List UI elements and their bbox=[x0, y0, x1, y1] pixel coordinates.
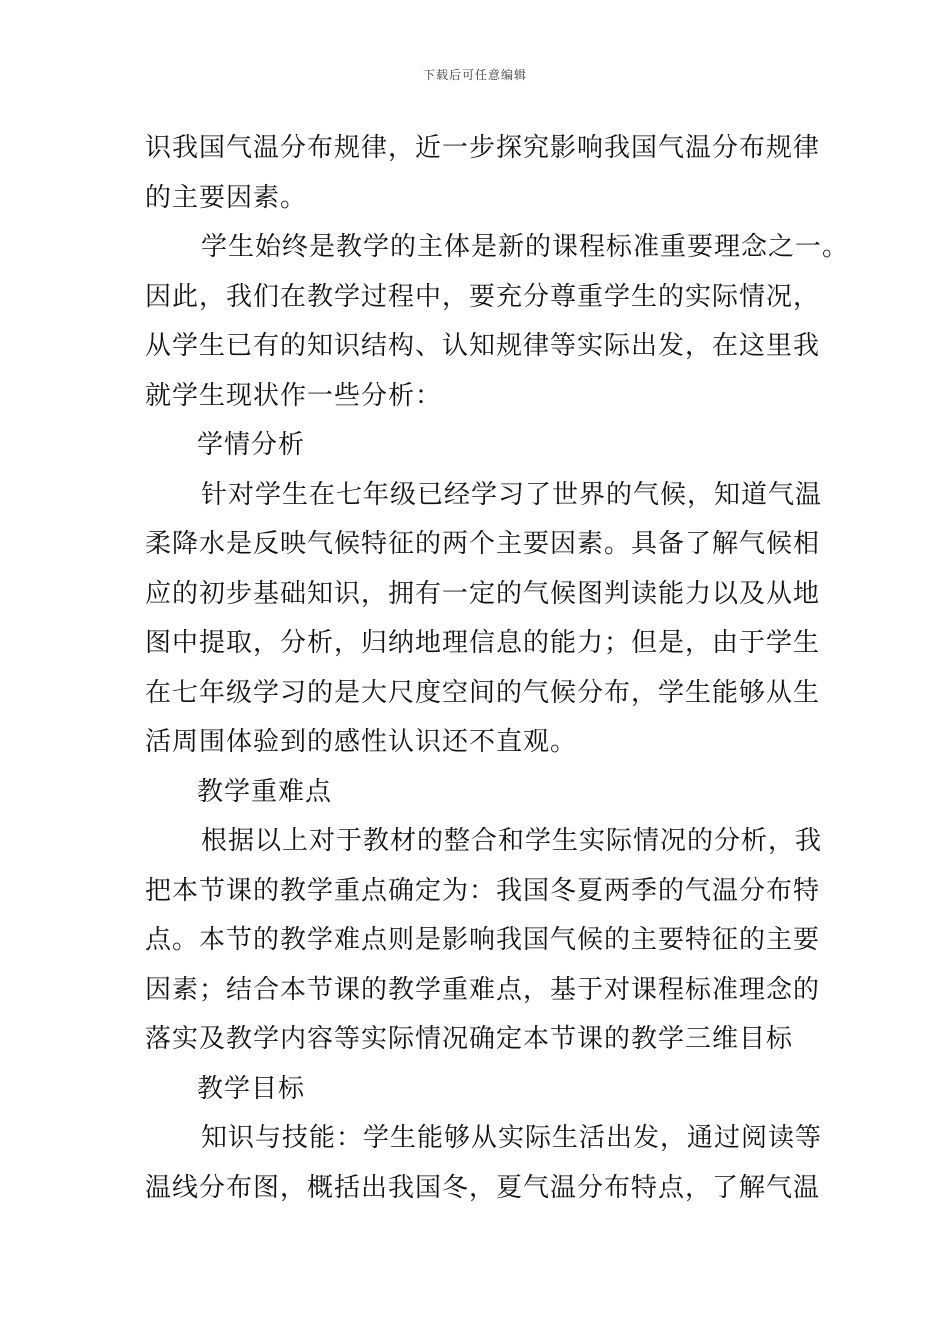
paragraph-start: 知识与技能：学生能够从实际生活出发，通过阅读等 bbox=[201, 1123, 823, 1153]
section-heading: 教学重难点 bbox=[197, 776, 333, 807]
text-line: 图中提取，分析，归纳地理信息的能力；但是，由于学生 bbox=[145, 628, 821, 658]
text-line: 的主要因素。 bbox=[145, 182, 308, 213]
section-heading: 教学目标 bbox=[197, 1073, 306, 1104]
text-line: 因素；结合本节课的教学重难点，基于对课程标准理念的 bbox=[145, 974, 821, 1005]
page-header: 下载后可任意编辑 bbox=[422, 68, 527, 82]
text-line: 落实及教学内容等实际情况确定本节课的教学三维目标 bbox=[145, 1024, 794, 1054]
text-line: 识我国气温分布规律，近一步探究影响我国气温分布规律 bbox=[145, 133, 821, 163]
text-line: 柔降水是反映气候特征的两个主要因素。具备了解气候相 bbox=[145, 529, 821, 559]
paragraph-start: 根据以上对于教材的整合和学生实际情况的分析，我 bbox=[201, 826, 823, 856]
paragraph-start: 学生始终是教学的主体是新的课程标准重要理念之一。 bbox=[201, 232, 850, 262]
text-line: 活周围体验到的感性认识还不直观。 bbox=[145, 727, 578, 757]
text-line: 在七年级学习的是大尺度空间的气候分布，学生能够从生 bbox=[145, 677, 821, 708]
text-line: 就学生现状作一些分析： bbox=[145, 380, 443, 411]
text-line: 点。本节的教学难点则是影响我国气候的主要特征的主要 bbox=[145, 925, 821, 955]
text-line: 应的初步基础知识，拥有一定的气候图判读能力以及从地 bbox=[145, 578, 821, 609]
text-line: 把本节课的教学重点确定为：我国冬夏两季的气温分布特 bbox=[145, 875, 821, 906]
text-line: 温线分布图，概括出我国冬，夏气温分布特点，了解气温 bbox=[145, 1172, 821, 1203]
paragraph-start: 针对学生在七年级已经学习了世界的气候，知道气温 bbox=[201, 479, 823, 510]
section-heading: 学情分析 bbox=[197, 430, 306, 460]
document-body bbox=[145, 124, 850, 1213]
text-line: 从学生已有的知识结构、认知规律等实际出发，在这里我 bbox=[145, 331, 821, 361]
text-line: 因此，我们在教学过程中，要充分尊重学生的实际情况， bbox=[145, 281, 821, 312]
